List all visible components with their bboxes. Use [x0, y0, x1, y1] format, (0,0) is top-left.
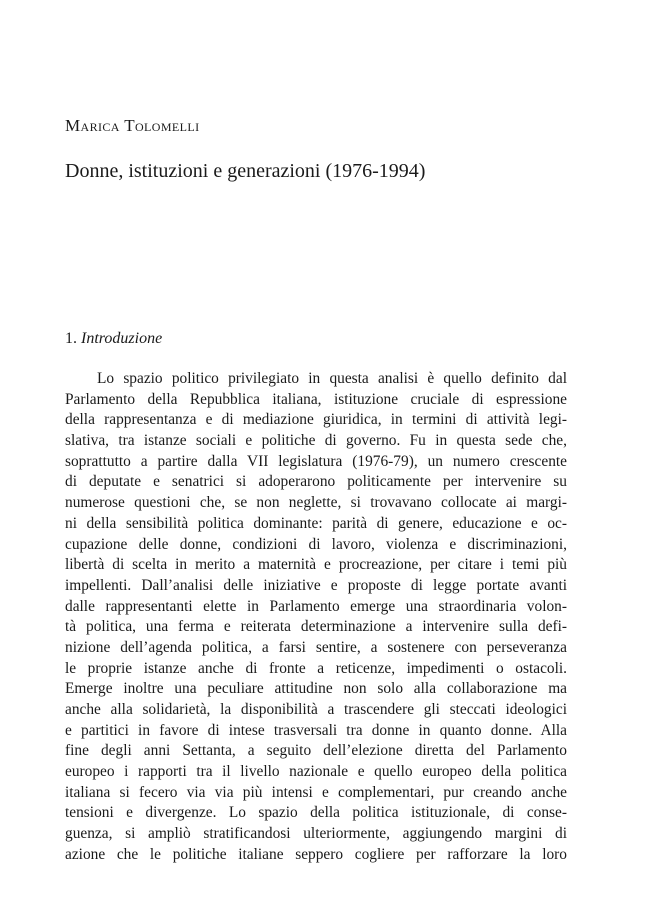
paragraph-line: dalle rappresentanti elette in Parlamento emerge una straordinaria volon- — [65, 597, 567, 615]
paragraph-line: nizione dell’agenda politica, a farsi sentire, a sostenere con perseveranza — [65, 638, 567, 656]
paragraph-line: ni della sensibilità politica dominante: parità di genere, educazione e oc- — [65, 514, 567, 532]
chapter-title: Donne, istituzioni e generazioni (1976-1994) — [65, 160, 426, 182]
paragraph-line: azione che le politiche italiane seppero cogliere per rafforzare la loro — [65, 845, 567, 863]
paragraph-line: numerose questioni che, se non neglette, si trovavano collocate ai margi- — [65, 494, 567, 512]
paragraph-line: libertà di scelta in merito a maternità e procreazione, per citare i temi più — [65, 556, 567, 574]
paragraph-line: le proprie istanze anche di fronte a reticenze, impedimenti o ostacoli. — [65, 659, 567, 677]
paragraph-line: Parlamento della Repubblica italiana, istituzione cruciale di espressione — [65, 390, 567, 408]
paragraph-line: impellenti. Dall’analisi delle iniziative e proposte di legge portate avanti — [65, 576, 567, 594]
paragraph-line: slativa, tra istanze sociali e politiche di governo. Fu in questa sede che, — [65, 432, 567, 450]
paragraph-line: anche alla solidarietà, la disponibilità a trascendere gli steccati ideologici — [65, 701, 567, 718]
paragraph-line: Emerge inoltre una peculiare attitudine non solo alla collaborazione ma — [65, 680, 567, 698]
paragraph-line: soprattutto a partire dalla VII legislatura (1976-79), un numero crescente — [65, 452, 567, 470]
paragraph-line: europeo i rapporti tra il livello nazionale e quello europeo della politica — [65, 763, 567, 781]
paragraph-line: di deputate e senatrici si adoperarono politicamente per intervenire su — [65, 473, 567, 491]
body-paragraph — [65, 369, 567, 866]
paragraph-line: tà politica, una ferma e reiterata determinazione a intervenire sulla defi- — [65, 618, 567, 636]
paragraph-line: cupazione delle donne, condizioni di lavoro, violenza e discriminazioni, — [65, 535, 567, 553]
paragraph-line: italiana si fecero via via più intensi e complementari, pur creando anche — [65, 783, 567, 801]
section-heading-text: Introduzione — [81, 330, 163, 347]
paragraph-line: tensioni e divergenze. Lo spazio della politica istituzionale, di conse- — [65, 804, 567, 822]
paragraph-line: e partitici in favore di intese trasversali tra donne in quanto donne. Alla — [65, 721, 567, 739]
author-name: Marica Tolomelli — [65, 116, 200, 135]
section-heading — [65, 330, 162, 348]
paragraph-line: della rappresentanza e di mediazione giuridica, in termini di attività legi- — [65, 411, 567, 429]
paragraph-line: Lo spazio politico privilegiato in questa analisi è quello definito dal — [97, 370, 567, 387]
paragraph-line: guenza, si ampliò stratificandosi ulteriormente, aggiungendo margini di — [65, 825, 567, 843]
paragraph-line: fine degli anni Settanta, a seguito dell’elezione diretta del Parlamento — [65, 742, 567, 760]
section-number: 1. — [65, 330, 77, 347]
